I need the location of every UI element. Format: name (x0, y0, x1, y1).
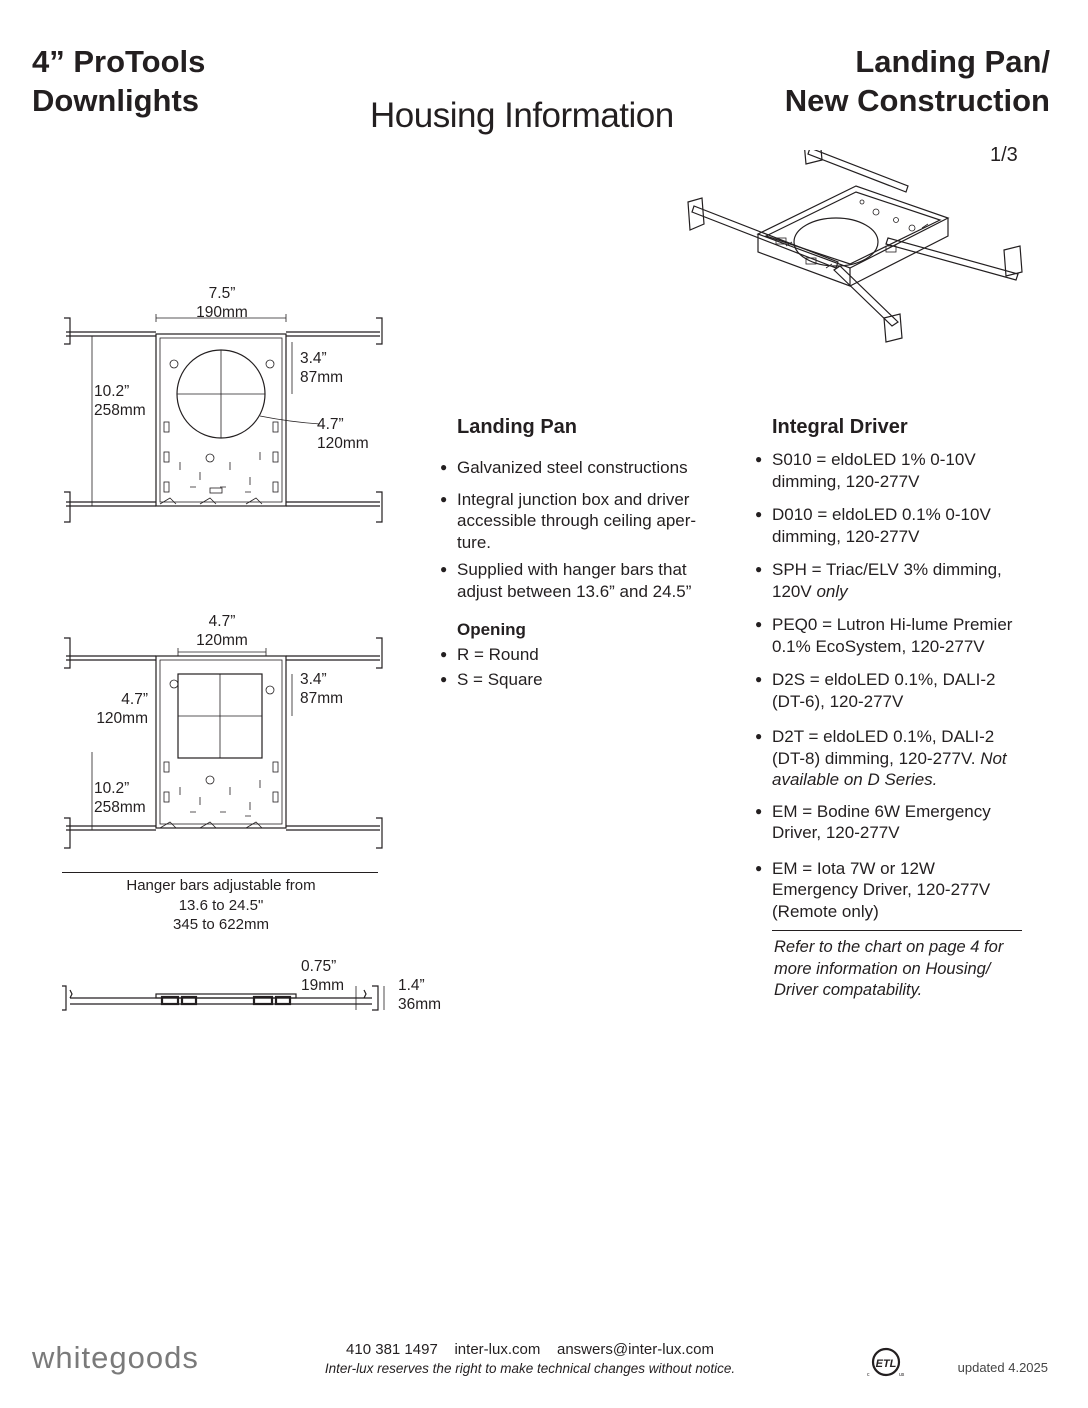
landing-pan-list (440, 457, 730, 602)
hanger-caption-line-2: 13.6 to 24.5" (178, 896, 264, 914)
side-height-dimension (398, 976, 441, 1014)
landing-pan-bullet: ● Integral junction box and driver accessible through ceiling aper-ture. (440, 489, 730, 554)
integral-driver-heading: Integral Driver (772, 416, 908, 438)
middle-offset-dimension (300, 670, 343, 708)
middle-aperture-in: 4.7” (121, 691, 148, 708)
top-aperture-dimension (317, 415, 369, 453)
middle-aperture-dimension (92, 690, 148, 728)
driver-item (755, 559, 1025, 602)
integral-driver-list (755, 449, 1025, 922)
page-number: 1/3 (990, 144, 1018, 166)
footer-notice: Inter-lux reserves the right to make technical changes without notice. (324, 1361, 736, 1376)
driver-item-text: EM = Bodine 6W Emergency Driver, 120-277V (772, 801, 991, 842)
driver-compatibility-note: Refer to the chart on page 4 for more information on Housing/ Driver compatability. (774, 938, 1004, 999)
top-height-mm: 258mm (94, 402, 146, 419)
top-offset-mm: 87mm (300, 369, 344, 386)
top-width-mm: 190mm (196, 304, 248, 321)
driver-item-text: D010 = eldoLED 0.1% 0-10V dimming, 120-277V (772, 505, 991, 546)
driver-item (755, 858, 1025, 923)
driver-item-note: Not available on D Series. (772, 748, 1007, 789)
middle-height-dimension (94, 779, 146, 817)
top-height-in: 10.2” (94, 383, 130, 400)
side-height-in: 1.4” (398, 977, 425, 994)
page-title: Housing Information (370, 96, 674, 135)
landing-pan-bullet: ● Supplied with hanger bars that adjust between 13.6” and 24.5” (440, 559, 730, 602)
top-height-dimension (94, 382, 146, 420)
side-depth-in: 0.75” (301, 958, 337, 975)
driver-item-text: PEQ0 = Lutron Hi-lume Premier 0.1% EcoSystem, 120-277V (772, 615, 1013, 656)
opening-heading: Opening (457, 620, 526, 639)
middle-offset-mm: 87mm (300, 690, 344, 707)
top-width-in: 7.5” (208, 285, 236, 302)
product-line-2: Downlights (32, 83, 200, 118)
driver-item-text: D2S = eldoLED 0.1%, DALI-2 (DT-6), 120-277V (772, 670, 996, 711)
footer-contact (300, 1340, 760, 1378)
top-aperture-in: 4.7” (317, 416, 344, 433)
product-line-1: 4” ProTools (32, 44, 206, 79)
side-height-mm: 36mm (398, 996, 442, 1013)
landing-pan-section (440, 416, 730, 690)
etl-mark-text: ETL (875, 1358, 897, 1370)
top-offset-in: 3.4” (300, 350, 327, 367)
housing-line-1: Landing Pan/ (855, 44, 1050, 79)
top-aperture-mm: 120mm (317, 435, 369, 452)
driver-item-text: D2T = eldoLED 0.1%, DALI-2 (DT-8) dimming, 120-277V. (772, 727, 995, 768)
hanger-range-rule (62, 872, 378, 873)
middle-width-in: 4.7” (208, 613, 236, 630)
driver-item-text: S010 = eldoLED 1% 0-10V dimming, 120-277V (772, 450, 976, 491)
driver-item (755, 449, 1025, 492)
driver-item-text: SPH = Triac/ELV 3% dimming, 120V (772, 560, 1002, 601)
driver-item (755, 504, 1025, 547)
plan-view-square-drawing (60, 632, 400, 854)
etl-listed-mark-icon (864, 1346, 908, 1378)
driver-item-note: only (816, 581, 848, 601)
top-width-dimension (182, 284, 262, 322)
top-offset-dimension (300, 349, 343, 387)
product-title (32, 42, 205, 120)
landing-pan-bullet: ● Galvanized steel constructions (440, 457, 730, 479)
opening-item: ● S = Square (440, 669, 730, 691)
side-depth-mm: 19mm (301, 977, 345, 994)
driver-item-text: EM = Iota 7W or 12W Emergency Driver, 120-277V (Remote only) (772, 858, 991, 921)
hanger-range-caption (62, 876, 380, 935)
landing-pan-heading: Landing Pan (457, 416, 577, 438)
hanger-caption-line-1: Hanger bars adjustable from (126, 877, 316, 894)
contact-line: 410 381 1497 inter-lux.com answers@inter-lux.com (346, 1341, 714, 1358)
middle-height-in: 10.2” (94, 780, 130, 797)
middle-offset-in: 3.4” (300, 671, 327, 688)
opening-list (440, 644, 730, 690)
housing-isometric-drawing (686, 150, 1026, 350)
driver-item (755, 614, 1025, 657)
side-view-drawing (56, 980, 396, 1020)
opening-item: ● R = Round (440, 644, 730, 666)
driver-note-rule (772, 930, 1022, 931)
driver-item (755, 801, 1025, 844)
side-depth-dimension (301, 957, 344, 995)
updated-date: updated 4.2025 (957, 1360, 1048, 1375)
middle-height-mm: 258mm (94, 799, 146, 816)
hanger-caption-line-3: 345 to 622mm (173, 916, 269, 933)
middle-aperture-mm: 120mm (96, 710, 148, 727)
svg-text:us: us (899, 1372, 905, 1378)
driver-item (755, 669, 1025, 712)
middle-width-mm: 120mm (196, 632, 248, 649)
brand-logo: whitegoods (32, 1340, 199, 1375)
integral-driver-section (755, 416, 1025, 1002)
housing-line-2: New Construction (784, 83, 1050, 118)
housing-title (785, 42, 1050, 120)
middle-width-dimension (182, 612, 262, 650)
driver-item (755, 726, 1025, 791)
svg-text:c: c (867, 1372, 870, 1378)
